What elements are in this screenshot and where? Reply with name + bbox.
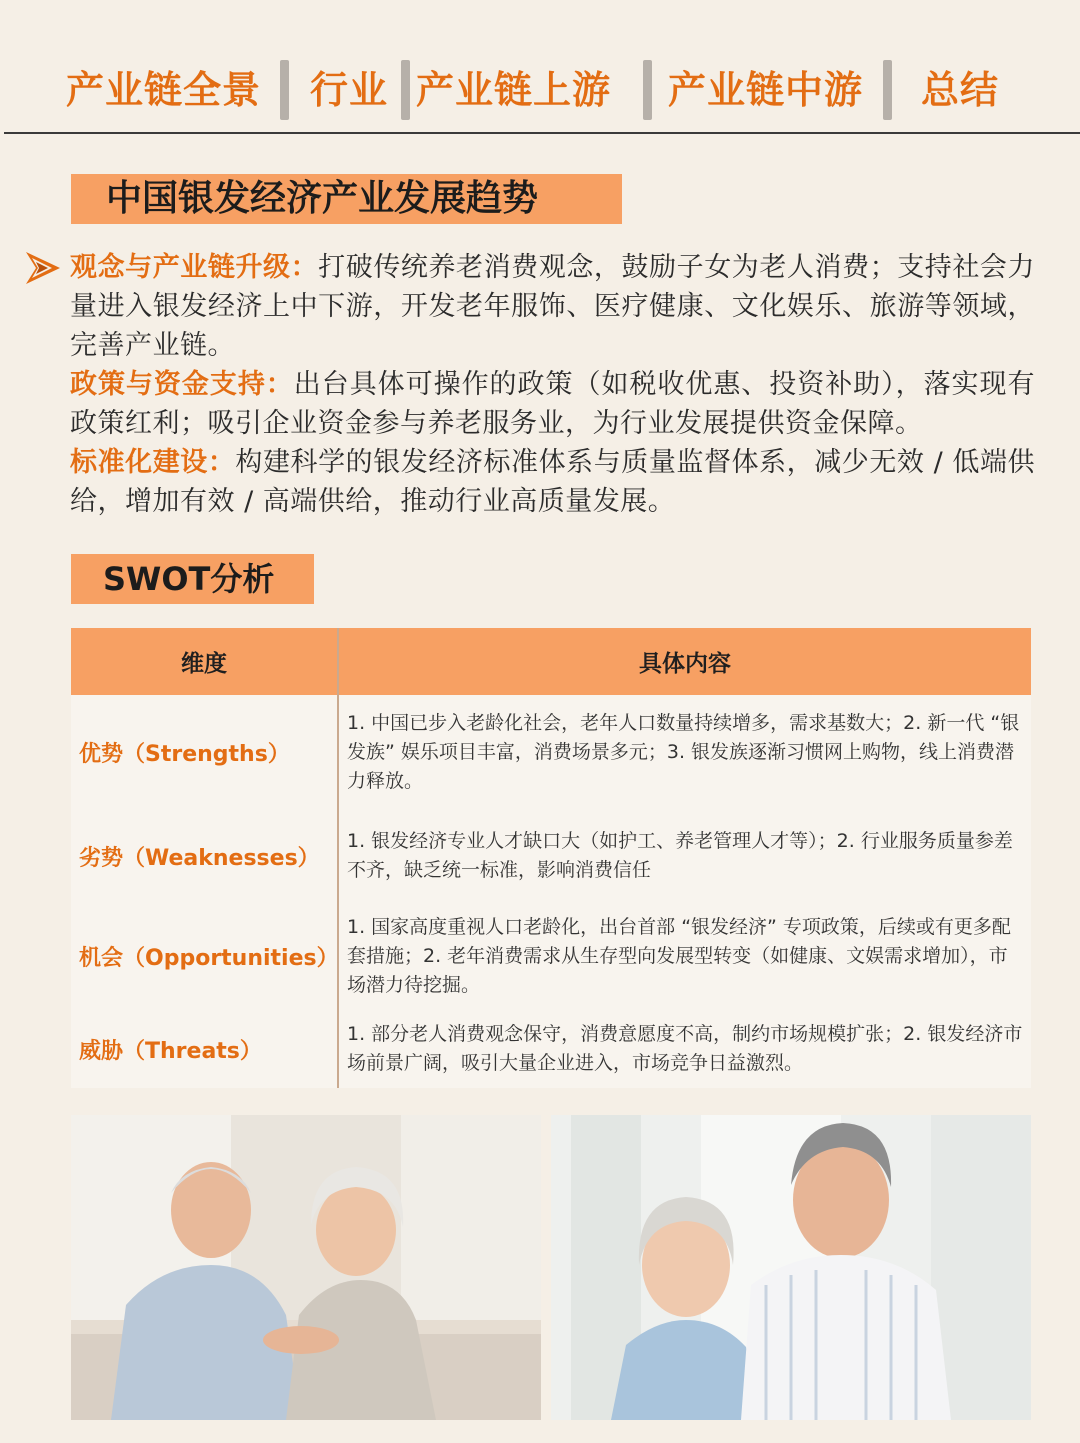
swot-content: 1. 部分老人消费观念保守，消费意愿度不高，制约市场规模扩张；2. 银发经济市场前景广阔，吸引大量企业进入，市场竞争日益激烈。	[338, 1010, 1031, 1088]
nav-separator	[280, 60, 289, 120]
nav-item-panorama[interactable]: 产业链全景	[66, 68, 262, 112]
trend-label: 观念与产业链升级：	[70, 252, 319, 283]
table-row	[71, 809, 1031, 903]
swot-content: 1. 中国已步入老龄化社会，老年人口数量持续增多，需求基数大；2. 新一代 “银发族” 娱乐项目丰富，消费场景多元；3. 银发族逐渐习惯网上购物，线上消费潜力释放。	[338, 695, 1031, 809]
nav-divider	[4, 132, 1080, 134]
trend-text: 构建科学的银发经济标准体系与质量监督体系，减少无效 / 低端供给，增加有效 / 高端供给，推动行业高质量发展。	[70, 447, 1036, 517]
swot-dimension: 劣势（Weaknesses）	[71, 809, 338, 903]
swot-dimension: 机会（Opportunities）	[71, 903, 338, 1010]
nav-item-industry[interactable]: 行业	[310, 68, 389, 112]
trend-item	[70, 248, 1035, 365]
table-header-row	[71, 628, 1031, 695]
nav-separator	[643, 60, 652, 120]
swot-content: 1. 银发经济专业人才缺口大（如护工、养老管理人才等）；2. 行业服务质量参差不齐，缺乏统一标准，影响消费信任	[338, 809, 1031, 903]
table-row	[71, 695, 1031, 809]
trends-text	[70, 248, 1035, 521]
swot-table	[71, 628, 1031, 1088]
trend-text: 出台具体可操作的政策（如税收优惠、投资补助），落实现有政策红利；吸引企业资金参与养老服务业，为行业发展提供资金保障。	[70, 369, 1035, 439]
swot-dimension: 优势（Strengths）	[71, 695, 338, 809]
nav-separator	[883, 60, 892, 120]
trend-text: 打破传统养老消费观念，鼓励子女为老人消费；支持社会力量进入银发经济上中下游，开发老年服饰、医疗健康、文化娱乐、旅游等领域，完善产业链。	[70, 252, 1036, 361]
column-header-content: 具体内容	[338, 628, 1031, 695]
table-row	[71, 903, 1031, 1010]
nav-separator	[401, 60, 410, 120]
trend-label: 政策与资金支持：	[70, 369, 294, 400]
top-nav	[0, 56, 1080, 126]
chevron-arrow-icon	[24, 248, 64, 292]
section-title-trends: 中国银发经济产业发展趋势	[71, 174, 622, 224]
section-title-swot: SWOT分析	[71, 554, 314, 604]
nav-item-summary[interactable]: 总结	[921, 68, 1000, 112]
trend-item	[70, 365, 1035, 443]
nav-item-upstream[interactable]: 产业链上游	[416, 68, 612, 112]
column-header-dimension: 维度	[71, 628, 338, 695]
table-row	[71, 1010, 1031, 1088]
nav-item-midstream[interactable]: 产业链中游	[668, 68, 864, 112]
elderly-couple-photo-right	[551, 1115, 1031, 1420]
trend-item	[70, 443, 1035, 521]
swot-dimension: 威胁（Threats）	[71, 1010, 338, 1088]
swot-content: 1. 国家高度重视人口老龄化，出台首部 “银发经济” 专项政策，后续或有更多配套措施；2. 老年消费需求从生存型向发展型转变（如健康、文娱需求增加），市场潜力待挖掘。	[338, 903, 1031, 1010]
trend-label: 标准化建设：	[70, 447, 236, 478]
elderly-couple-photo-left	[71, 1115, 541, 1420]
